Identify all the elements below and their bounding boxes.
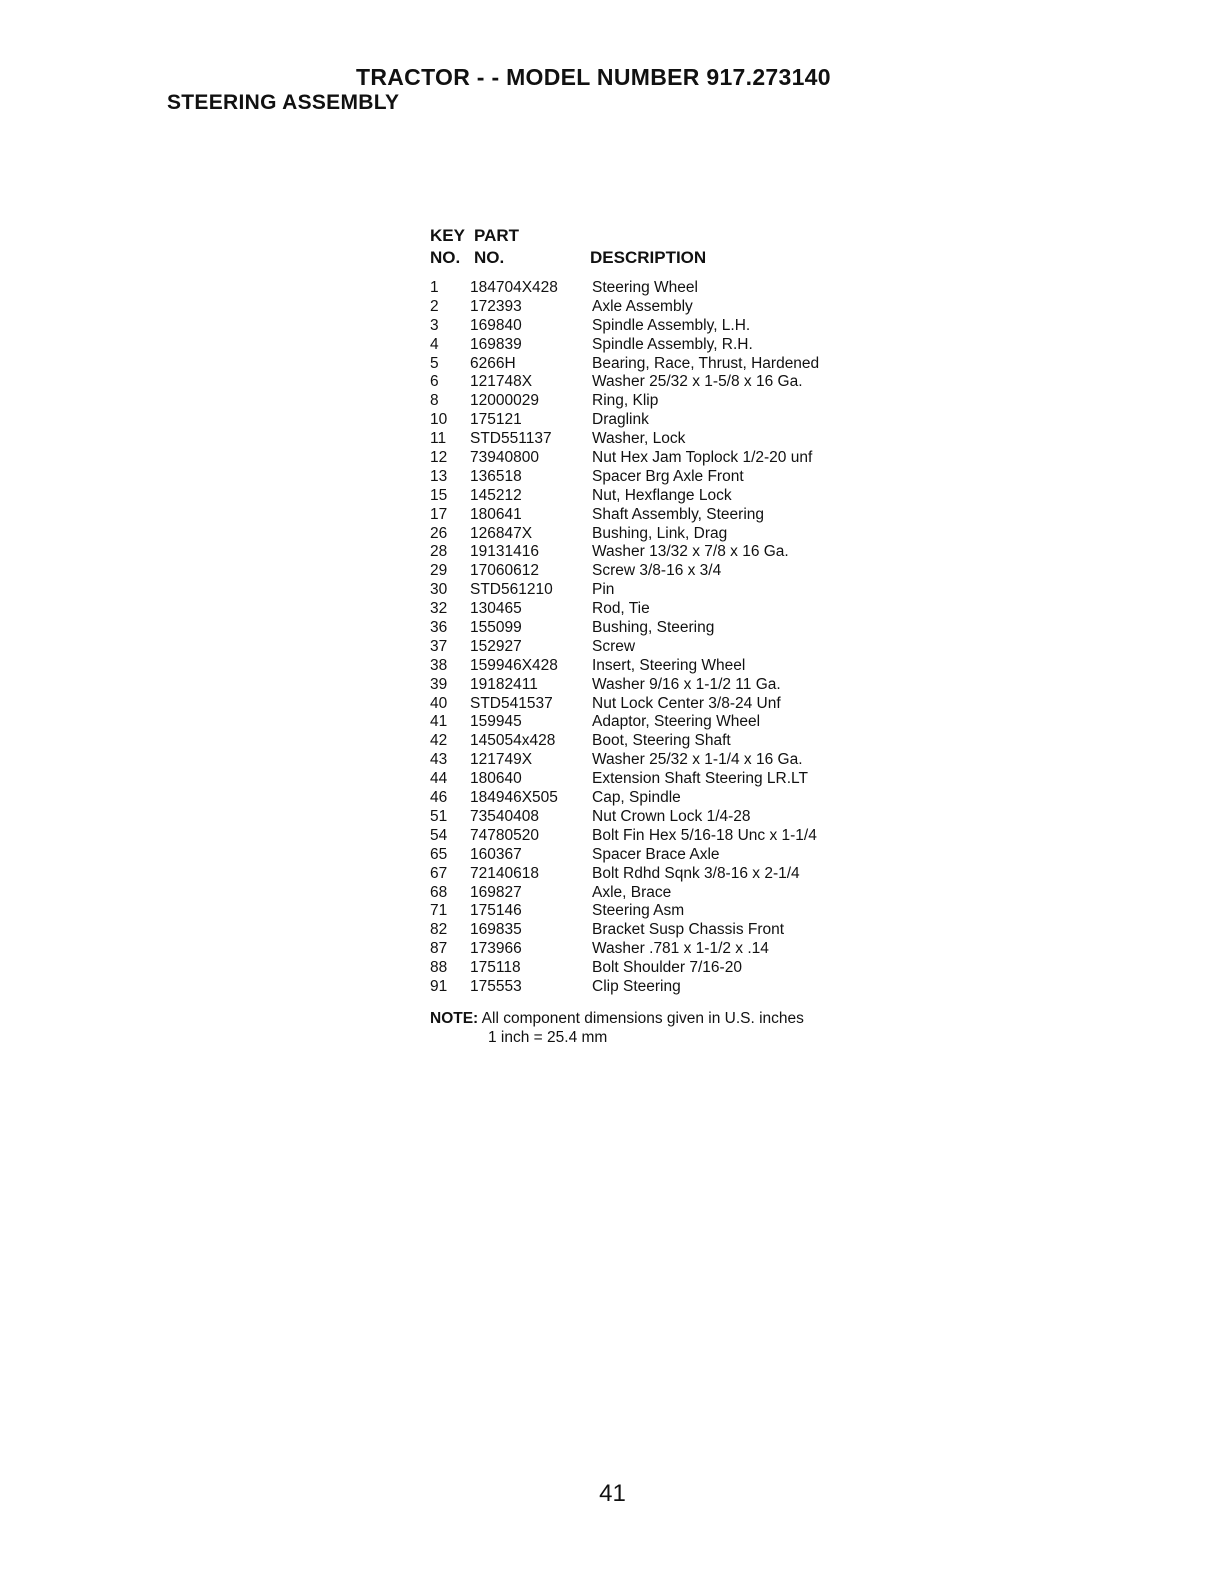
table-header: [430, 222, 910, 272]
description: Rod, Tie: [592, 600, 650, 618]
part-no: 17060612: [470, 562, 539, 580]
description: Bolt Fin Hex 5/16-18 Unc x 1-1/4: [592, 826, 817, 844]
header-part-line1: PART: [474, 226, 520, 245]
key-no: 43: [430, 751, 448, 769]
part-no: 155099: [470, 619, 522, 637]
note-conversion: 1 inch = 25.4 mm: [488, 1029, 608, 1046]
part-no: 145054x428: [470, 732, 556, 750]
part-no: 169839: [470, 335, 522, 353]
part-no: 173966: [470, 940, 522, 958]
part-no: 136518: [470, 467, 522, 485]
key-no: 65: [430, 845, 448, 863]
part-no: 12000029: [470, 392, 539, 410]
key-no: 2: [430, 297, 439, 315]
description: Screw 3/8-16 x 3/4: [592, 562, 722, 580]
part-no: 72140618: [470, 864, 539, 882]
description: Axle Assembly: [592, 297, 693, 315]
description: Boot, Steering Shaft: [592, 732, 731, 750]
part-no: 184704X428: [470, 279, 558, 296]
part-no: 130465: [470, 600, 522, 618]
section-title: STEERING ASSEMBLY: [167, 91, 400, 114]
description: Extension Shaft Steering LR.LT: [592, 770, 808, 788]
part-no: 180640: [470, 770, 522, 788]
part-no: 175146: [470, 902, 522, 920]
part-no: 180641: [470, 505, 522, 523]
key-no: 38: [430, 656, 448, 674]
page-number: 41: [599, 1480, 626, 1507]
description: Steering Asm: [592, 902, 685, 920]
part-no: 169835: [470, 921, 522, 939]
key-no: 26: [430, 524, 448, 542]
key-no: 91: [430, 977, 448, 995]
description: Axle, Brace: [592, 883, 672, 901]
note: [430, 1010, 804, 1028]
part-no: 19131416: [470, 543, 539, 561]
description: Bushing, Link, Drag: [592, 524, 728, 542]
part-no: 152927: [470, 637, 522, 655]
key-no: 8: [430, 392, 439, 410]
part-no: 121748X: [470, 373, 533, 391]
part-no: STD541537: [470, 694, 553, 712]
key-no: 17: [430, 505, 448, 523]
key-no: 29: [430, 562, 448, 580]
description: Washer 13/32 x 7/8 x 16 Ga.: [592, 543, 789, 561]
part-no: 169827: [470, 883, 522, 901]
key-no: 5: [430, 354, 439, 372]
key-no: 30: [430, 581, 448, 599]
parts-table: [430, 222, 910, 995]
description: Draglink: [592, 411, 649, 429]
description: Steering Wheel: [592, 279, 698, 296]
description: Nut Hex Jam Toplock 1/2-20 unf: [592, 449, 813, 467]
part-no: 160367: [470, 845, 522, 863]
key-no: 6: [430, 373, 439, 391]
description: Bolt Rdhd Sqnk 3/8-16 x 2-1/4: [592, 864, 800, 882]
description: Washer 25/32 x 1-5/8 x 16 Ga.: [592, 373, 803, 391]
description: Bearing, Race, Thrust, Hardened: [592, 354, 820, 372]
description: Spindle Assembly, R.H.: [592, 335, 753, 353]
part-no: 19182411: [470, 675, 538, 693]
description: Nut Crown Lock 1/4-28: [592, 807, 751, 825]
part-no: 175118: [470, 959, 521, 977]
key-no: 10: [430, 411, 448, 429]
part-no: 145212: [470, 486, 522, 504]
key-no: 37: [430, 637, 448, 655]
description: Bushing, Steering: [592, 619, 715, 637]
description: Washer, Lock: [592, 430, 686, 448]
key-no: 44: [430, 770, 448, 788]
key-no: 42: [430, 732, 448, 750]
key-no: 51: [430, 807, 448, 825]
description: Clip Steering: [592, 977, 681, 995]
part-no: 6266H: [470, 354, 516, 372]
key-no: 68: [430, 883, 448, 901]
description: Screw: [592, 637, 636, 655]
description: Insert, Steering Wheel: [592, 656, 746, 674]
page-title: TRACTOR - - MODEL NUMBER 917.273140: [356, 64, 831, 90]
key-no: 71: [430, 902, 448, 920]
key-no: 88: [430, 959, 448, 977]
description: Shaft Assembly, Steering: [592, 505, 765, 523]
key-no: 36: [430, 619, 448, 637]
part-no: 175121: [470, 411, 522, 429]
key-no: 13: [430, 467, 448, 485]
part-no: 121749X: [470, 751, 533, 769]
part-no: 126847X: [470, 524, 533, 542]
key-no: 1: [430, 279, 439, 296]
header-description: DESCRIPTION: [590, 248, 707, 267]
key-no: 3: [430, 316, 439, 334]
note-text: All component dimensions given in U.S. inches: [481, 1010, 804, 1027]
description: Nut Lock Center 3/8-24 Unf: [592, 694, 781, 712]
key-no: 39: [430, 675, 448, 693]
key-no: 87: [430, 940, 448, 958]
description: Bracket Susp Chassis Front: [592, 921, 785, 939]
description: Spacer Brace Axle: [592, 845, 720, 863]
note-label: NOTE:: [430, 1010, 479, 1027]
description: Nut, Hexflange Lock: [592, 486, 732, 504]
key-no: 15: [430, 486, 448, 504]
part-no: 169840: [470, 316, 522, 334]
description: Cap, Spindle: [592, 789, 681, 807]
key-no: 46: [430, 789, 448, 807]
header-key-line2: NO.: [430, 248, 461, 267]
part-no: 184946X505: [470, 789, 558, 807]
key-no: 54: [430, 826, 448, 844]
part-no: 159946X428: [470, 656, 558, 674]
description: Adaptor, Steering Wheel: [592, 713, 761, 731]
key-no: 40: [430, 694, 448, 712]
description: Spacer Brg Axle Front: [592, 467, 744, 485]
part-no: 74780520: [470, 826, 539, 844]
part-no: STD551137: [470, 430, 552, 448]
part-no: 73940800: [470, 449, 539, 467]
description: Pin: [592, 581, 615, 599]
description: Washer .781 x 1-1/2 x .14: [592, 940, 769, 958]
key-no: 11: [430, 430, 447, 448]
part-no: 172393: [470, 297, 522, 315]
part-no: 73540408: [470, 807, 539, 825]
part-no: 175553: [470, 977, 522, 995]
key-no: 82: [430, 921, 448, 939]
key-no: 41: [430, 713, 448, 731]
header-part-line2: NO.: [474, 248, 505, 267]
part-no: STD561210: [470, 581, 553, 599]
key-no: 67: [430, 864, 448, 882]
description: Washer 25/32 x 1-1/4 x 16 Ga.: [592, 751, 803, 769]
key-no: 4: [430, 335, 439, 353]
key-no: 12: [430, 449, 448, 467]
description: Washer 9/16 x 1-1/2 11 Ga.: [592, 675, 781, 693]
header-key-line1: KEY: [430, 226, 465, 245]
part-no: 159945: [470, 713, 522, 731]
key-no: 32: [430, 600, 448, 618]
description: Ring, Klip: [592, 392, 659, 410]
key-no: 28: [430, 543, 448, 561]
description: Spindle Assembly, L.H.: [592, 316, 751, 334]
description: Bolt Shoulder 7/16-20: [592, 959, 742, 977]
